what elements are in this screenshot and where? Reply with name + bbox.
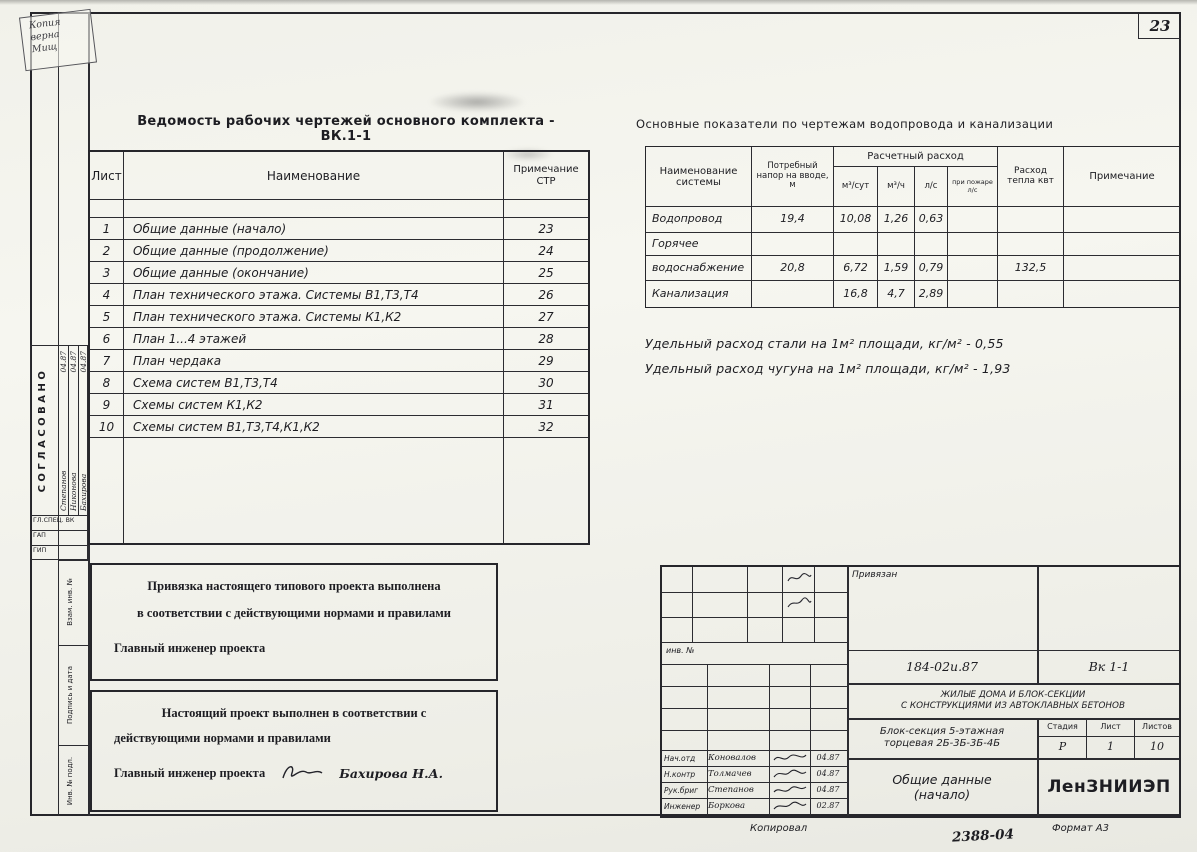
signature-mark (772, 800, 808, 812)
cell-sheet: 10 (90, 416, 124, 437)
page-number: 23 (1149, 17, 1171, 35)
approver-role: ГИП (33, 547, 47, 554)
signature-mark (772, 752, 808, 764)
cell-hour: 4,7 (878, 281, 915, 307)
register-row (90, 306, 588, 328)
col-header-note: Примечание (1064, 147, 1180, 207)
approver-name: Бахирова (79, 473, 88, 511)
series-title (847, 685, 1179, 717)
title-block-line (814, 567, 815, 642)
cell-sheet: 4 (90, 284, 124, 305)
kopiroval-label: Копировал (750, 823, 808, 834)
cell-empty (124, 200, 504, 217)
sheet-value: 1 (1107, 740, 1114, 754)
cell-note: 31 (538, 397, 554, 412)
cell-sec (915, 233, 948, 256)
scan-edge-shadow (0, 0, 1197, 5)
stamp-label: Подпись и дата (66, 666, 74, 724)
inventory-number-label: инв. № (666, 646, 695, 655)
cell-sec: 2,89 (915, 281, 948, 307)
cell-system: Водопровод (646, 207, 752, 233)
col-header-system: Наименование системы (646, 147, 752, 207)
cell-hour (878, 233, 915, 256)
stamp-label: Взам. инв. № (66, 578, 74, 626)
cell-name: Схемы систем В1,Т3,Т4,К1,К2 (124, 416, 504, 437)
cell-sheet: 2 (90, 240, 124, 261)
cell-sheet: 7 (90, 350, 124, 371)
cell-empty (90, 438, 124, 543)
statement-line: Привязка настоящего типового проекта выполнена (147, 579, 441, 593)
register-row (90, 328, 588, 350)
cell-heat (998, 233, 1064, 256)
project-statement-box (90, 690, 498, 812)
statement-line: действующими нормами и правилами (114, 731, 331, 745)
cell-head: 20,8 (752, 256, 834, 281)
cell-name: Схемы систем К1,К2 (124, 394, 504, 415)
sig-role: Н.контр (664, 769, 696, 779)
title-block-line (662, 664, 847, 665)
steel-consumption-note: Удельный расход стали на 1м² площади, кг/м² - 0,55 (645, 336, 1004, 351)
approver-name: Степанов (59, 470, 68, 511)
col-header-head: Потребный напор на вводе, м (752, 147, 834, 207)
cell-name: Общие данные (начало) (124, 218, 504, 239)
sig-role: Инженер (664, 801, 701, 811)
cell-note: 27 (538, 309, 554, 324)
approval-date: 04.87 (69, 351, 78, 373)
signature-mark (786, 596, 812, 611)
cell-name: Общие данные (продолжение) (124, 240, 504, 261)
cell-name: Общие данные (окончание) (124, 262, 504, 283)
cell-head (752, 281, 834, 307)
cell-note (1064, 207, 1180, 233)
col-header-note-line: СТР (536, 175, 556, 187)
cell-note: 28 (538, 331, 554, 346)
cell-head (752, 233, 834, 256)
approval-date: 04.87 (59, 351, 68, 373)
title-block-line (769, 664, 770, 816)
cell-note: 32 (538, 419, 554, 434)
format-label: Формат А3 (1052, 823, 1109, 834)
title-block-line (782, 567, 783, 642)
register-header-row (90, 152, 588, 200)
col-header-name: Наименование (124, 152, 504, 199)
iron-consumption-note: Удельный расход чугуна на 1м² площади, кг/м² - 1,93 (645, 361, 1011, 376)
signature-mark (772, 768, 808, 780)
cell-note: 29 (538, 353, 554, 368)
indicators-table (645, 146, 1181, 308)
sheets-label: Листов (1142, 722, 1172, 732)
title-block-line (662, 708, 847, 709)
cell-day: 6,72 (834, 256, 878, 281)
cell-day (834, 233, 878, 256)
statement-line: в соответствии с действующими нормами и правилами (136, 606, 451, 620)
cell-hour: 1,59 (878, 256, 915, 281)
subcol-sec: л/с (915, 167, 948, 207)
cell-sec: 0,79 (915, 256, 948, 281)
sig-name: Степанов (708, 784, 754, 795)
sig-role: Рук.бриг (664, 785, 699, 795)
footer-doc-ref: 2388-04 (951, 826, 1015, 846)
cell-day: 16,8 (834, 281, 878, 307)
sheet-content-title (847, 760, 1037, 814)
cell-heat (998, 281, 1064, 307)
register-empty-row (90, 200, 588, 218)
register-row (90, 240, 588, 262)
cell-sec: 0,63 (915, 207, 948, 233)
object-line: торцевая 2Б-3Б-3Б-4Б (883, 738, 1001, 749)
cell-sheet: 3 (90, 262, 124, 283)
stamp-cell-line (58, 745, 88, 746)
cell-sheet: 8 (90, 372, 124, 393)
title-block-line (662, 617, 847, 618)
statement-line: Настоящий проект выполнен в соответствии с (161, 706, 427, 720)
signature-mark (786, 571, 812, 586)
cell-day: 10,08 (834, 207, 878, 233)
title-block (660, 565, 1181, 818)
register-title: Ведомость рабочих чертежей основного комплекта - ВК.1-1 (137, 114, 555, 144)
stamp-label: Инв. № подл. (66, 756, 74, 806)
cell-empty (504, 438, 588, 543)
title-block-line (662, 730, 847, 731)
cell-name: План технического этажа. Системы К1,К2 (124, 306, 504, 327)
col-header-flow: Расчетный расход (834, 147, 998, 167)
cell-heat: 132,5 (998, 256, 1064, 281)
approver-role: ГЛ.СПЕЦ. ВК (33, 517, 75, 524)
subcol-day: м³/сут (834, 167, 878, 207)
register-row (90, 394, 588, 416)
cell-note: 30 (538, 375, 554, 390)
sig-name: Толмачев (708, 768, 752, 779)
copy-stamp (19, 9, 97, 71)
stage-label: Стадия (1047, 722, 1078, 732)
binding-statement-box (90, 563, 498, 681)
subcol-fire: при пожаре л/с (948, 167, 998, 207)
approval-date: 04.87 (79, 351, 88, 373)
series-line: ЖИЛЫЕ ДОМА И БЛОК-СЕКЦИИ (940, 690, 1086, 701)
sig-date: 02.87 (816, 801, 840, 811)
signer-name: Бахирова Н.А. (339, 765, 443, 781)
cell-empty (124, 438, 504, 543)
cell-name: Схема систем В1,Т3,Т4 (124, 372, 504, 393)
sig-name: Боркова (708, 800, 746, 811)
cell-system: Канализация (646, 281, 752, 307)
cell-heat (998, 207, 1064, 233)
signature-mark (279, 762, 325, 784)
col-header-note-line: Примечание (513, 164, 579, 175)
col-header-sheet: Лист (90, 152, 124, 199)
sig-role: Нач.отд (664, 753, 696, 763)
signature-mark (772, 784, 808, 796)
cell-head: 19,4 (752, 207, 834, 233)
statement-signer: Главный инженер проекта (114, 641, 266, 655)
sig-name: Коновалов (708, 752, 756, 763)
document-code: Вк 1-1 (1088, 659, 1130, 674)
register-row (90, 350, 588, 372)
page-number-box (1138, 14, 1181, 39)
register-row (90, 416, 588, 438)
object-title (847, 719, 1037, 757)
approval-entry (79, 351, 88, 511)
content-line: (начало) (913, 787, 971, 802)
cell-name: План технического этажа. Системы В1,Т3,Т4 (124, 284, 504, 305)
cell-note: 23 (538, 221, 554, 236)
copy-stamp-line: Копия (28, 16, 62, 32)
stamp-cell-line (58, 645, 88, 646)
title-block-line (662, 686, 847, 687)
stage-value: Р (1058, 740, 1067, 754)
cell-sheet: 6 (90, 328, 124, 349)
cell-note (1064, 281, 1180, 307)
document-number: 184-02и.87 (906, 659, 978, 674)
approval-entry (59, 351, 68, 511)
register-row (90, 284, 588, 306)
copy-stamp-line: верна (29, 28, 61, 44)
agreed-label: СОГЛАСОВАНО (37, 367, 48, 493)
approver-name: Никонова (69, 472, 78, 511)
sheets-value: 10 (1150, 740, 1164, 754)
cell-system: водоснабжение (646, 256, 752, 281)
title-block-line (662, 592, 847, 593)
cell-empty (90, 200, 124, 217)
title-block-line (692, 567, 693, 642)
object-line: Блок-секция 5-этажная (879, 726, 1005, 737)
drawings-register-table (88, 150, 590, 545)
cell-note (1064, 233, 1180, 256)
sig-date: 04.87 (816, 753, 840, 763)
col-header-heat: Расход тепла квт (998, 147, 1064, 207)
cell-note (1064, 256, 1180, 281)
cell-name: План 1...4 этажей (124, 328, 504, 349)
col-header-note (504, 152, 588, 199)
copy-stamp-line: Мищ (31, 40, 58, 55)
cell-system: Горячее (646, 233, 752, 256)
cell-fire (948, 233, 998, 256)
cell-note: 25 (538, 265, 554, 280)
title-block-line (662, 642, 847, 643)
register-row (90, 372, 588, 394)
cell-hour: 1,26 (878, 207, 915, 233)
cell-fire (948, 281, 998, 307)
cell-sheet: 1 (90, 218, 124, 239)
sheet-label: Лист (1100, 722, 1121, 732)
indicators-title: Основные показатели по чертежам водопровода и канализации (636, 117, 1054, 131)
approval-entry (69, 351, 78, 511)
register-filler-row (90, 438, 588, 543)
organization-name: ЛенЗНИИЭП (1047, 776, 1171, 797)
statement-signer: Главный инженер проекта (114, 765, 266, 780)
content-line: Общие данные (892, 772, 992, 787)
approver-role: ГАП (33, 532, 46, 539)
series-line: С КОНСТРУКЦИЯМИ ИЗ АВТОКЛАВНЫХ БЕТОНОВ (900, 701, 1126, 711)
privyazan-label: Привязан (852, 570, 898, 580)
sig-date: 04.87 (816, 769, 840, 779)
cell-sheet: 5 (90, 306, 124, 327)
cell-empty (504, 200, 588, 217)
subcol-hour: м³/ч (878, 167, 915, 207)
sig-date: 04.87 (816, 785, 840, 795)
register-row (90, 262, 588, 284)
cell-fire (948, 207, 998, 233)
cell-note: 26 (538, 287, 554, 302)
title-block-line (747, 567, 748, 642)
cell-fire (948, 256, 998, 281)
register-row (90, 218, 588, 240)
cell-name: План чердака (124, 350, 504, 371)
signature-line (92, 762, 496, 784)
cell-sheet: 9 (90, 394, 124, 415)
cell-note: 24 (538, 243, 554, 258)
